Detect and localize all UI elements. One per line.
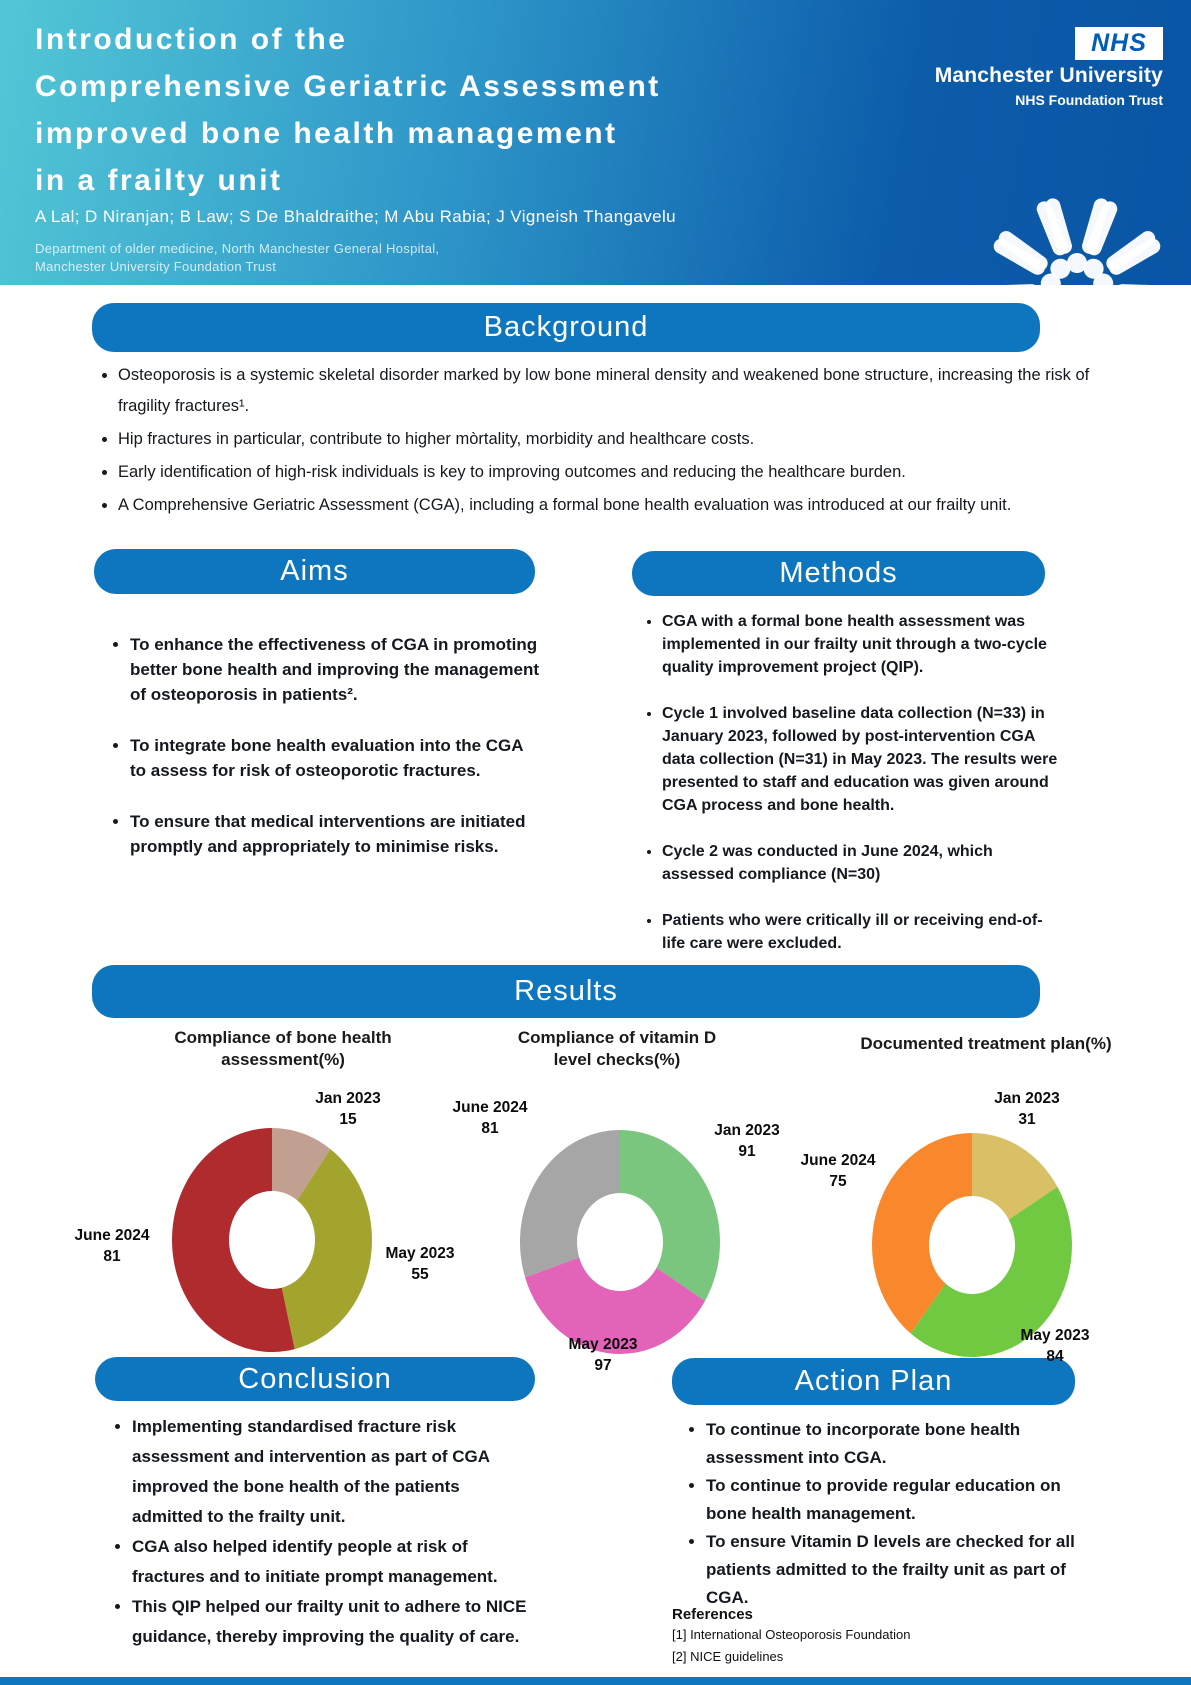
data-label (783, 1150, 893, 1192)
action-plan-bullet: • To continue to provide regular education on bone health management. (706, 1472, 1078, 1528)
data-label-category: May 2023 (568, 1336, 638, 1353)
data-label-value: 81 (481, 1120, 499, 1137)
donut-chart-bone-health (167, 1125, 377, 1355)
data-label-category: June 2024 (452, 1099, 528, 1116)
department-lines (35, 240, 439, 276)
data-label-category: Jan 2023 (994, 1090, 1060, 1107)
data-label (57, 1225, 167, 1267)
action-plan-bullet-list (706, 1416, 1078, 1612)
data-label-value: 97 (594, 1357, 612, 1374)
chart-title-treatment-plan: Documented treatment plan(%) (860, 1034, 1112, 1053)
authors-line: A Lal; D Niranjan; B Law; S De Bhaldraithe; M Abu Rabia; J Vigneish Thangavelu (35, 207, 677, 226)
section-header-conclusion: Conclusion (95, 1357, 535, 1401)
section-header-methods: Methods (632, 551, 1045, 596)
reference-item: [2] NICE guidelines (672, 1649, 784, 1664)
data-label-value: 15 (339, 1111, 357, 1128)
reference-item: [1] International Osteoporosis Foundation (672, 1627, 911, 1642)
data-label-value: 91 (738, 1143, 756, 1160)
conclusion-bullet: • CGA also helped identify people at risk of fractures and to initiate prompt management. (132, 1532, 532, 1592)
title-line: Comprehensive Geriatric Assessment (35, 70, 661, 103)
title-line: improved bone health management (35, 117, 618, 150)
fan-arm-shape (1115, 284, 1172, 285)
data-label-category: Jan 2023 (714, 1122, 780, 1139)
data-label-value: 81 (103, 1248, 121, 1265)
background-bullet: • A Comprehensive Geriatric Assessment (CGA), including a formal bone health evaluation was introduced at our frailty unit. (118, 490, 1113, 521)
bottom-accent-bar (0, 1677, 1191, 1685)
chart-title-bone-health: Compliance of bone health assessment(%) (174, 1028, 392, 1069)
methods-bullet: • Patients who were critically ill or receiving end-of-life care were excluded. (662, 909, 1062, 955)
background-bullet-list (118, 360, 1113, 523)
methods-bullet-list (662, 610, 1062, 978)
conclusion-bullet: • Implementing standardised fracture risk assessment and intervention as part of CGA improved the bone health of the patients admitted to the frailty unit. (132, 1412, 532, 1532)
data-label-category: May 2023 (1020, 1327, 1090, 1344)
section-header-background: Background (92, 303, 1040, 352)
department-line: Manchester University Foundation Trust (35, 259, 277, 274)
background-bullet: • Hip fractures in particular, contribute to higher mòrtality, morbidity and healthcare costs. (118, 424, 1113, 455)
data-label-value: 31 (1018, 1111, 1036, 1128)
section-header-aims: Aims (94, 549, 535, 594)
data-label (435, 1097, 545, 1139)
data-label-category: June 2024 (74, 1227, 150, 1244)
fan-arm-shape (982, 284, 1039, 285)
section-header-results: Results (92, 965, 1040, 1018)
references-block (672, 1606, 1052, 1671)
department-line: Department of older medicine, North Manchester General Hospital, (35, 241, 440, 256)
conclusion-bullet: • This QIP helped our frailty unit to adhere to NICE guidance, thereby improving the quality of care. (132, 1592, 532, 1652)
aims-bullet-list (130, 632, 542, 885)
data-label (548, 1334, 658, 1376)
methods-bullet: • Cycle 1 involved baseline data collection (N=33) in January 2023, followed by post-intervention CGA data collection (N=31) in May 2023. The results were presented to staff and education was given around CGA process and bone health. (662, 702, 1062, 817)
poster-header (0, 0, 1191, 285)
page-title (35, 16, 661, 204)
trust-name: Manchester University (934, 64, 1163, 87)
aims-bullet: • To enhance the effectiveness of CGA in promoting better bone health and improving the management of osteoporosis in patients². (130, 632, 542, 707)
nhs-logo (1075, 27, 1163, 60)
conclusion-bullet-list (132, 1412, 532, 1652)
data-label (365, 1243, 475, 1285)
data-label (972, 1088, 1082, 1130)
chart-title-vitamin-d: Compliance of vitamin D level checks(%) (517, 1028, 717, 1069)
section-header-action-plan: Action Plan (672, 1358, 1075, 1405)
data-label-category: June 2024 (800, 1152, 876, 1169)
methods-bullet: • CGA with a formal bone health assessment was implemented in our frailty unit through a two-cycle quality improvement project (QIP). (662, 610, 1062, 679)
data-label (1000, 1325, 1110, 1367)
data-label-category: May 2023 (385, 1245, 455, 1262)
methods-bullet: • Cycle 2 was conducted in June 2024, which assessed compliance (N=30) (662, 840, 1062, 886)
aims-bullet: • To integrate bone health evaluation into the CGA to assess for risk of osteoporotic fractures. (130, 733, 542, 783)
title-line: Introduction of the (35, 23, 348, 56)
donut-segment-june-2024 (520, 1130, 620, 1277)
references-title: References (672, 1606, 753, 1623)
people-fan-logo-icon (982, 190, 1172, 285)
background-bullet: • Early identification of high-risk individuals is key to improving outcomes and reducing the healthcare burden. (118, 457, 1113, 488)
data-label-value: 84 (1046, 1348, 1064, 1365)
data-label-value: 55 (411, 1266, 429, 1283)
action-plan-bullet: • To continue to incorporate bone health assessment into CGA. (706, 1416, 1078, 1472)
trust-subtitle: NHS Foundation Trust (1015, 92, 1163, 108)
data-label (293, 1088, 403, 1130)
nhs-wordmark: NHS (1091, 29, 1147, 57)
title-line: in a frailty unit (35, 164, 283, 197)
action-plan-bullet: • To ensure Vitamin D levels are checked for all patients admitted to the frailty unit as part of CGA. (706, 1528, 1078, 1612)
data-label-value: 75 (829, 1173, 847, 1190)
data-label-category: Jan 2023 (315, 1090, 381, 1107)
background-bullet: • Osteoporosis is a systemic skeletal disorder marked by low bone mineral density and weakened bone structure, increasing the risk of fragility fractures¹. (118, 360, 1113, 422)
aims-bullet: • To ensure that medical interventions are initiated promptly and appropriately to minimise risks. (130, 809, 542, 859)
